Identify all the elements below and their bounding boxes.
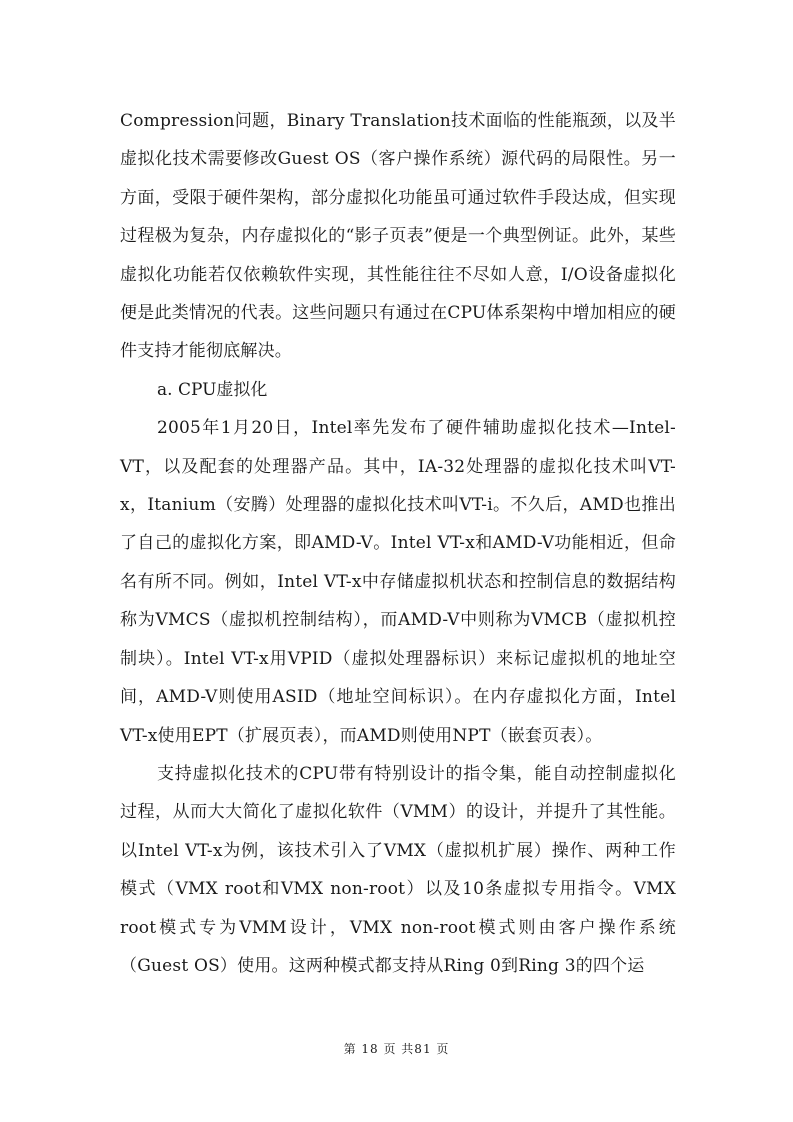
body-text — [120, 102, 676, 985]
paragraph-1: Compression问题，Binary Translation技术面临的性能瓶颈，以及半虚拟化技术需要修改Guest OS（客户操作系统）源代码的局限性。另一方面，受限于硬件架构，部分虚拟化功能虽可通过软件手段达成，但实现过程极为复杂，内存虚拟化的“影子页表”便是一个典型例证。此外，某些虚拟化功能若仅依赖软件实现，其性能往往不尽如人意，I/O设备虚拟化便是此类情况的代表。这些问题只有通过在CPU体系架构中增加相应的硬件支持才能彻底解决。 — [120, 111, 676, 362]
paragraph-3: 支持虚拟化技术的CPU带有特别设计的指令集，能自动控制虚拟化过程，从而大大简化了虚拟化软件（VMM）的设计，并提升了其性能。以Intel VT-x为例，该技术引入了VMX（虚拟机扩展）操作、两种工作模式（VMX root和VMX non-root）以及10条虚拟专用指令。VMX root模式专为VMM设计，VMX non-root模式则由客户操作系统（Guest OS）使用。这两种模式都支持从Ring 0到Ring 3的四个运 — [120, 763, 676, 976]
page-number-footer: 第 18 页 共81 页 — [343, 1042, 450, 1056]
section-heading-cpu-virtualization: a. CPU虚拟化 — [157, 379, 268, 400]
paragraph-2: 2005年1月20日，Intel率先发布了硬件辅助虚拟化技术—Intel-VT，以及配套的处理器产品。其中，IA-32处理器的虚拟化技术叫VT-x，Itanium（安腾）处理器的虚拟化技术叫VT-i。不久后，AMD也推出了自己的虚拟化方案，即AMD-V。Intel VT-x和AMD-V功能相近，但命名有所不同。例如，Intel VT-x中存储虚拟机状态和控制信息的数据结构称为VMCS（虚拟机控制结构），而AMD-V中则称为VMCB（虚拟机控制块）。Intel VT-x用VPID（虚拟处理器标识）来标记虚拟机的地址空间，AMD-V则使用ASID（地址空间标识）。在内存虚拟化方面，Intel VT-x使用EPT（扩展页表），而AMD则使用NPT（嵌套页表）。 — [120, 418, 676, 746]
